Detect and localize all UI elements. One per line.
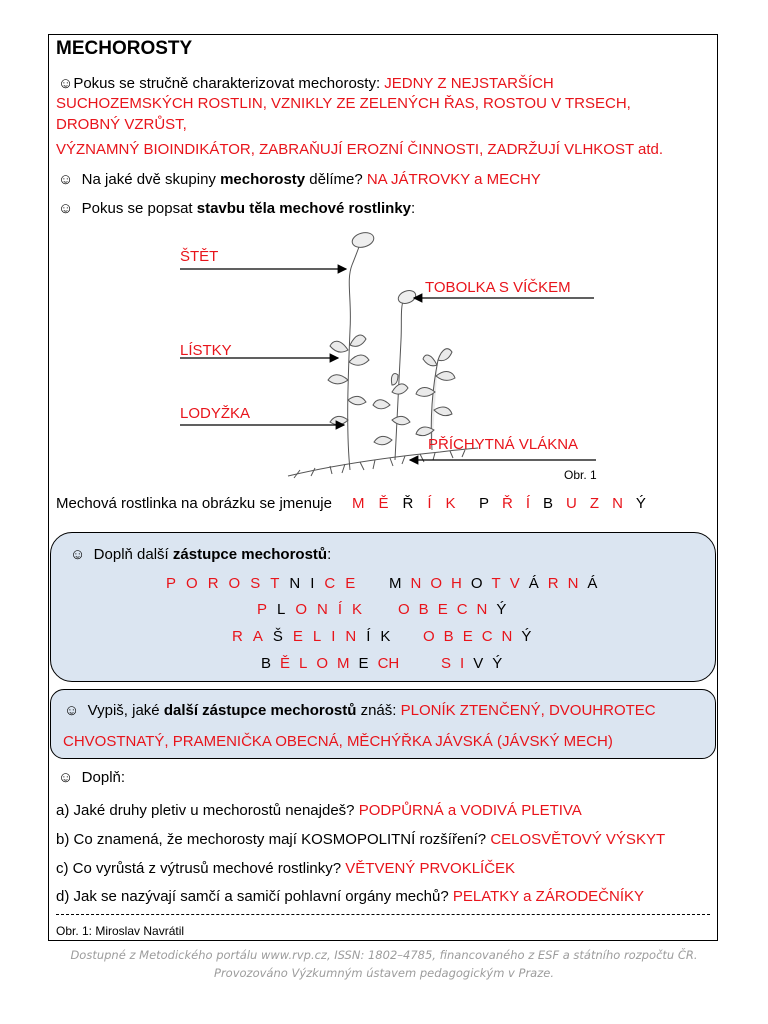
letter: B	[443, 628, 454, 645]
box2-answer-1: PLONÍK ZTENČENÝ, DVOUHROTEC	[400, 702, 656, 719]
letter: B	[418, 601, 429, 618]
letter: P	[479, 495, 490, 512]
letter: L	[277, 601, 286, 618]
footer-line2: Provozováno Výzkumným ústavem pedagogickým v Praze.	[214, 966, 554, 980]
smiley-icon: ☺	[58, 200, 74, 217]
letter: I	[310, 575, 315, 592]
question-1-answer-4: VÝZNAMNÝ BIOINDIKÁTOR, ZABRAŇUJÍ EROZNÍ ČINNOSTI, ZADRŽUJÍ VLHKOST atd.	[56, 141, 664, 158]
letter: E	[358, 655, 369, 672]
smiley-icon: ☺	[58, 171, 74, 188]
question-2-answer: NA JÁTROVKY a MECHY	[366, 171, 541, 188]
letter: Ý	[492, 655, 503, 672]
box1-prompt: ☺ Doplň další zástupce mechorostů:	[70, 546, 332, 563]
letter: M	[352, 495, 365, 512]
dashed-divider	[56, 914, 710, 915]
letter: B	[261, 655, 272, 672]
species-raselinik	[232, 628, 390, 646]
letter: O	[186, 575, 198, 592]
letter: N	[476, 601, 488, 618]
letter: O	[228, 575, 241, 592]
letter: I	[460, 655, 465, 672]
smiley-icon: ☺	[58, 769, 74, 786]
question-5d: d) Jak se nazývají samčí a samičí pohlavní orgány mechů? PELATKY a ZÁRODEČNÍKY	[56, 888, 645, 905]
letter: Ý	[635, 495, 646, 512]
smiley-icon: ☺	[64, 702, 80, 719]
letter: T	[270, 575, 280, 592]
letter: Í	[366, 628, 371, 645]
letter: N	[317, 601, 328, 618]
species-plonik-obecny	[398, 601, 506, 619]
question-5d-answer: PELATKY a ZÁRODEČNÍKY	[452, 888, 645, 905]
letter: V	[509, 575, 520, 592]
letter: N	[501, 628, 513, 645]
letter: K	[352, 601, 363, 618]
question-3: ☺ Pokus se popsat stavbu těla mechové rostlinky:	[58, 200, 416, 217]
question-5c: c) Co vyrůstá z výtrusů mechové rostlinky? VĚTVENÝ PRVOKLÍČEK	[56, 860, 516, 877]
letter: Á	[528, 575, 539, 592]
question-1-prompt: Pokus se stručně charakterizovat mechorosty:	[73, 75, 381, 92]
smiley-icon: ☺	[70, 546, 86, 563]
label-tobolka: TOBOLKA S VÍČKEM	[425, 279, 571, 296]
question-1-answer-2: SUCHOZEMSKÝCH ROSTLIN, VZNIKLY ZE ZELENÝCH ŘAS, ROSTOU V TRSECH,	[56, 95, 631, 112]
letter: CH	[377, 655, 400, 672]
letter: P	[257, 601, 268, 618]
species-porostnice	[166, 575, 355, 593]
letter: O	[398, 601, 410, 618]
species-mnohotvarna	[389, 575, 597, 593]
letter: I	[331, 628, 336, 645]
letter: Š	[272, 628, 283, 645]
letter: A	[252, 628, 263, 645]
letter: M	[337, 655, 350, 672]
letter: C	[324, 575, 336, 592]
page-title: MECHOROSTY	[56, 38, 193, 59]
box2-prompt: ☺ Vypiš, jaké další zástupce mechorostů znáš: PLONÍK ZTENČENÝ, DVOUHROTEC	[64, 702, 656, 719]
letter: C	[456, 601, 468, 618]
label-listky: LÍSTKY	[180, 342, 232, 359]
letter: P	[166, 575, 177, 592]
plant-name-word2	[479, 495, 646, 513]
species-raselinik-obecny	[423, 628, 531, 646]
letter: E	[462, 628, 473, 645]
letter: N	[289, 575, 301, 592]
letter: S	[441, 655, 452, 672]
letter: U	[566, 495, 577, 512]
label-prichytna: PŘÍCHYTNÁ VLÁKNA	[428, 436, 579, 453]
letter: Ý	[521, 628, 532, 645]
letter: O	[423, 628, 435, 645]
diagram-arrows	[180, 269, 596, 460]
letter: E	[345, 575, 356, 592]
question-5a: a) Jaké druhy pletiv u mechorostů nenajdeš? PODPŮRNÁ a VODIVÁ PLETIVA	[56, 802, 582, 819]
letter: Á	[587, 575, 598, 592]
letter: Z	[589, 495, 600, 512]
moss-diagram	[0, 0, 768, 490]
letter: N	[345, 628, 357, 645]
image-credit: Obr. 1: Miroslav Navrátil	[56, 924, 185, 938]
letter: Í	[525, 495, 531, 512]
label-lodyzka: LODYŽKA	[180, 405, 251, 422]
letter: Ř	[402, 495, 414, 512]
species-plonik	[257, 601, 362, 619]
question-1-answer-3: DROBNÝ VZRŮST,	[56, 116, 187, 133]
letter: O	[430, 575, 443, 592]
question-5b-answer: CELOSVĚTOVÝ VÝSKYT	[490, 831, 666, 848]
question-5b: b) Co znamená, že mechorosty mají KOSMOPOLITNÍ rozšíření? CELOSVĚTOVÝ VÝSKYT	[56, 831, 666, 848]
letter: R	[232, 628, 243, 645]
letter: Ř	[502, 495, 513, 512]
letter: N	[410, 575, 422, 592]
question-5a-answer: PODPŮRNÁ a VODIVÁ PLETIVA	[358, 802, 582, 819]
letter: S	[250, 575, 261, 592]
letter: R	[547, 575, 559, 592]
question-5-heading: ☺ Doplň:	[58, 769, 126, 786]
letter: Ě	[280, 655, 291, 672]
letter: N	[567, 575, 579, 592]
letter: H	[451, 575, 462, 592]
footer-line1: Dostupné z Metodického portálu www.rvp.cz, ISSN: 1802–4785, financovaného z ESF a státního rozpočtu ČR.	[70, 948, 698, 962]
letter: Ě	[378, 495, 389, 512]
letter: Í	[337, 601, 343, 618]
letter: M	[389, 575, 402, 592]
letter: N	[612, 495, 623, 512]
letter: E	[292, 628, 303, 645]
label-stet: ŠTĚT	[180, 248, 219, 265]
question-2: ☺ Na jaké dvě skupiny mechorosty dělíme? NA JÁTROVKY a MECHY	[58, 171, 541, 188]
letter: L	[312, 628, 322, 645]
letter: V	[473, 655, 484, 672]
box2-answer-2: CHVOSTNATÝ, PRAMENIČKA OBECNÁ, MĚCHÝŘKA JÁVSKÁ (JÁVSKÝ MECH)	[63, 733, 613, 750]
letter: O	[316, 655, 329, 672]
letter: K	[380, 628, 391, 645]
letter: T	[491, 575, 501, 592]
letter: Ý	[496, 601, 507, 618]
letter: C	[481, 628, 493, 645]
plant-name-prompt: Mechová rostlinka na obrázku se jmenuje	[56, 495, 332, 512]
species-belomech-sivy	[441, 655, 502, 673]
smiley-icon: ☺	[58, 75, 74, 92]
letter: E	[437, 601, 448, 618]
letter: K	[445, 495, 456, 512]
plant-name-word1	[352, 495, 456, 513]
letter: O	[295, 601, 308, 618]
species-belomech	[261, 655, 399, 673]
question-1-answer-1: JEDNY Z NEJSTARŠÍCH	[384, 75, 554, 92]
figure-caption: Obr. 1	[564, 468, 597, 482]
letter: L	[299, 655, 308, 672]
letter: R	[207, 575, 219, 592]
letter: B	[543, 495, 554, 512]
question-5c-answer: VĚTVENÝ PRVOKLÍČEK	[345, 860, 516, 877]
letter: Í	[427, 495, 432, 512]
letter: O	[470, 575, 483, 592]
